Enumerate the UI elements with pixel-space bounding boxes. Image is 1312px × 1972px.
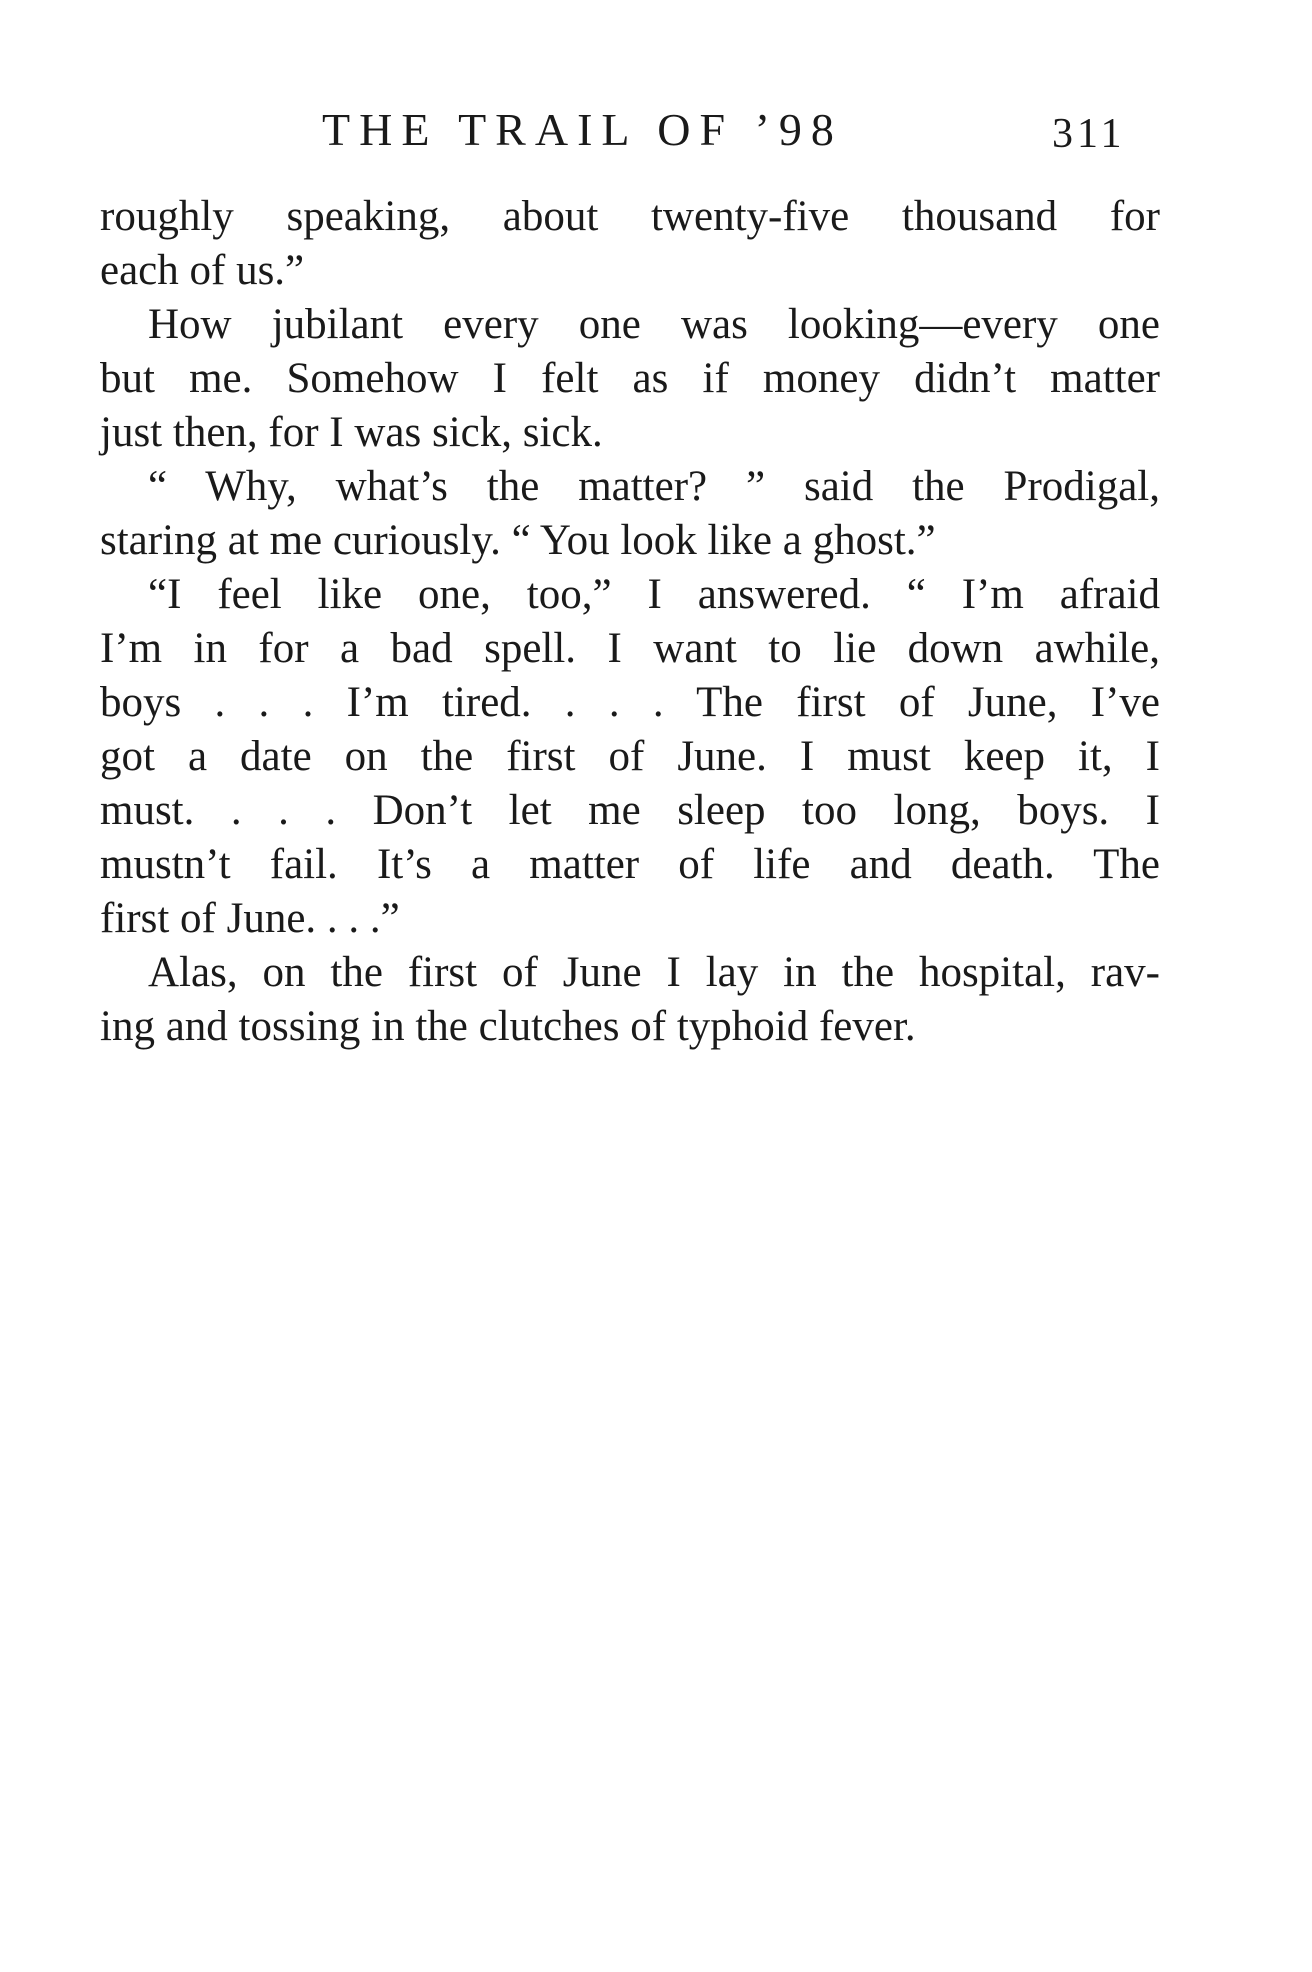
paragraph [100,298,1160,460]
text-line: first of June. . . .” [100,895,400,942]
text-line: mustn’t fail. It’s a matter of life and death. The [100,841,1160,888]
text-line: How jubilant every one was looking—every one [148,301,1160,348]
text-line: just then, for I was sick, sick. [100,409,603,456]
text-line: staring at me curiously. “ You look like a ghost.” [100,517,936,564]
running-title: THE TRAIL OF ’98 [322,104,843,155]
text-line: boys . . . I’m tired. . . . The first of June, I’ve [100,679,1160,726]
paragraph [100,190,1160,298]
text-line: Alas, on the first of June I lay in the hospital, rav- [148,949,1160,996]
paragraph [100,568,1160,946]
paragraph [100,946,1160,1054]
text-line: “ Why, what’s the matter? ” said the Prodigal, [148,463,1160,510]
text-line: but me. Somehow I felt as if money didn’t matter [100,355,1160,402]
text-line: each of us.” [100,247,305,294]
body-text [100,190,1160,1054]
text-line: I’m in for a bad spell. I want to lie down awhile, [100,625,1160,672]
page-number: 311 [1052,111,1126,157]
text-line: “I feel like one, too,” I answered. “ I’m afraid [148,571,1160,618]
text-line: got a date on the first of June. I must keep it, I [100,733,1160,780]
text-line: roughly speaking, about twenty-five thousand for [100,193,1160,240]
running-head [0,100,1312,160]
text-line: must. . . . Don’t let me sleep too long, boys. I [100,787,1160,834]
paragraph [100,460,1160,568]
text-line: ing and tossing in the clutches of typhoid fever. [100,1003,916,1050]
